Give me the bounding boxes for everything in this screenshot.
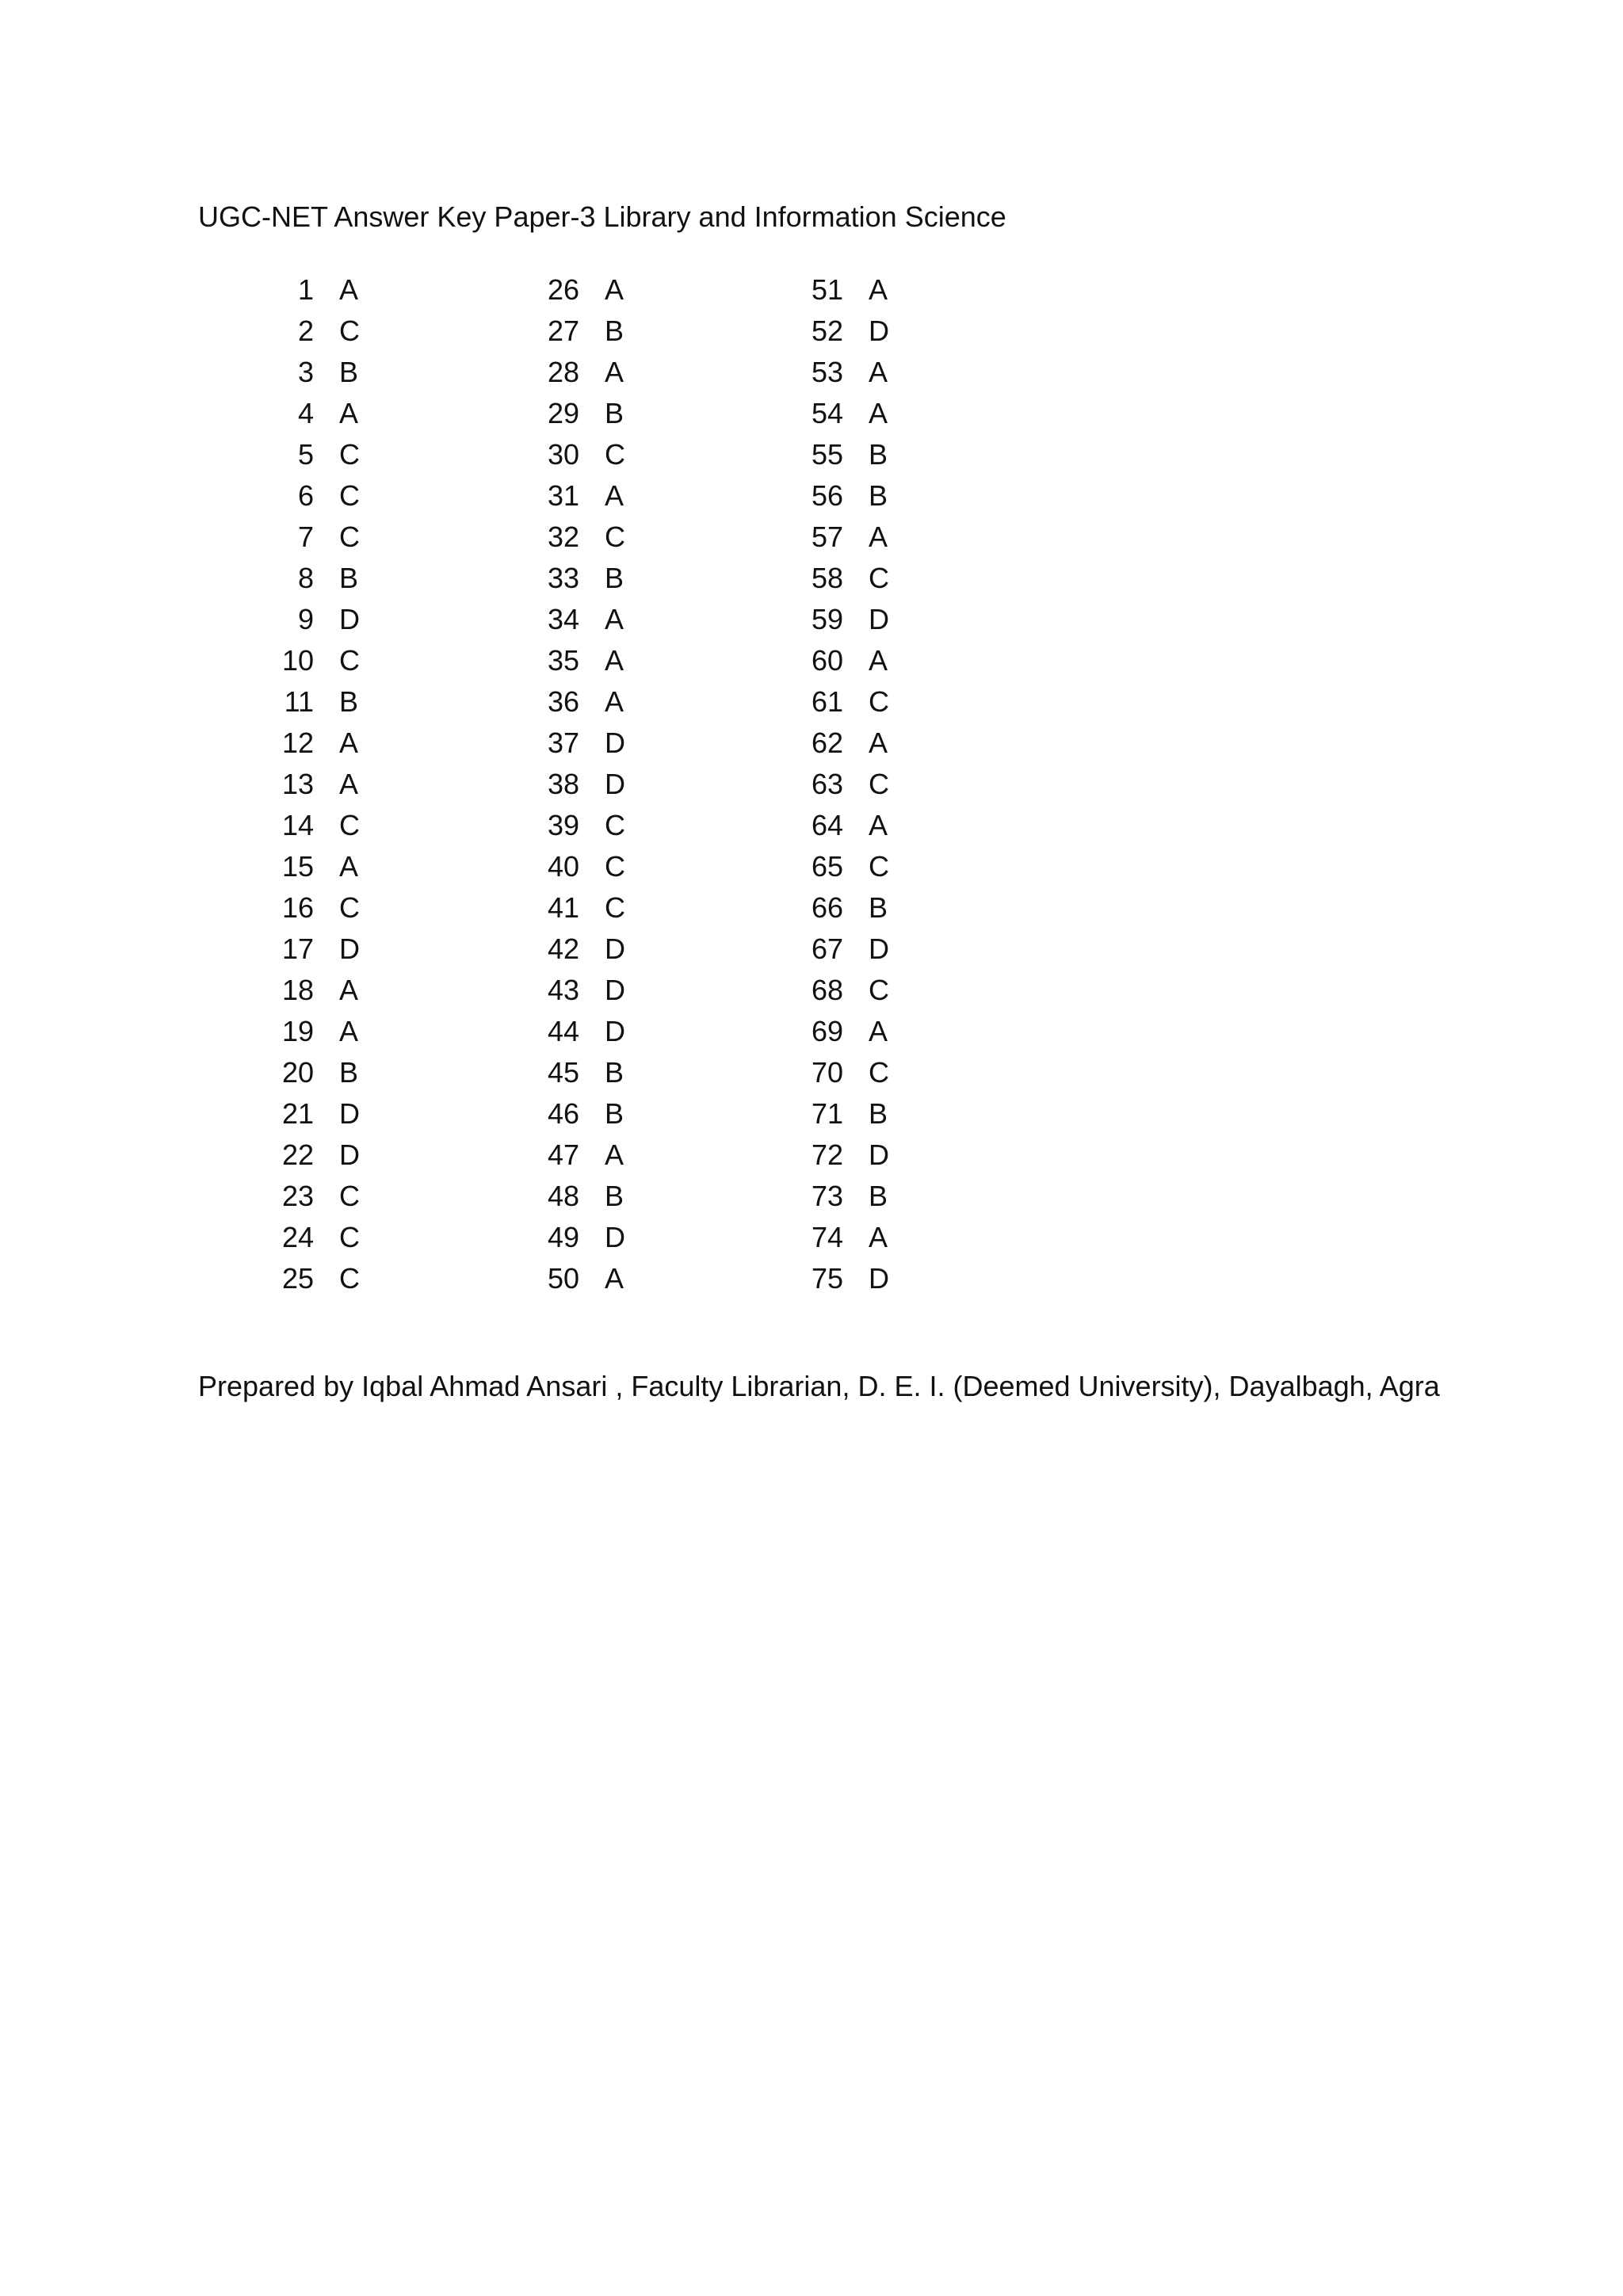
answer-option: C (869, 562, 889, 594)
answer-option: B (339, 685, 359, 718)
answer-option: D (605, 727, 625, 759)
answer-option: C (605, 850, 625, 883)
answer-option: C (339, 644, 360, 677)
answer-option: C (605, 438, 625, 471)
question-number: 51 (811, 273, 843, 306)
answer-option: A (605, 1138, 624, 1171)
question-number: 26 (547, 273, 579, 306)
answer-option: A (869, 521, 888, 553)
answer-option: D (605, 933, 625, 965)
answer-option: B (339, 1056, 359, 1089)
question-number: 62 (811, 727, 843, 759)
question-number: 66 (811, 891, 843, 924)
answer-option: A (339, 727, 359, 759)
answer-option: A (869, 397, 888, 429)
question-number: 7 (297, 521, 314, 553)
answer-option: A (339, 273, 359, 306)
answer-option: B (605, 1180, 624, 1212)
question-number: 74 (811, 1221, 843, 1253)
answer-option: A (869, 1221, 888, 1253)
question-number: 21 (281, 1097, 314, 1130)
question-number: 54 (811, 397, 843, 429)
question-number: 15 (281, 850, 314, 883)
answer-option: B (869, 479, 888, 512)
question-number: 61 (811, 685, 843, 718)
answer-option: C (869, 1056, 889, 1089)
answer-option: C (339, 1262, 360, 1295)
answer-option: A (605, 356, 624, 388)
question-number: 36 (547, 685, 579, 718)
question-number: 24 (281, 1221, 314, 1253)
answer-option: A (339, 850, 359, 883)
question-number: 67 (811, 933, 843, 965)
question-number: 32 (547, 521, 579, 553)
answer-option: C (339, 438, 360, 471)
answer-option: C (339, 521, 360, 553)
answer-option: A (605, 685, 624, 718)
answer-option: D (339, 603, 360, 635)
question-number: 64 (811, 809, 843, 841)
question-number: 22 (281, 1138, 314, 1171)
answer-option: A (605, 479, 624, 512)
question-number: 19 (281, 1015, 314, 1047)
question-number: 28 (547, 356, 579, 388)
question-number: 55 (811, 438, 843, 471)
prepared-by-footer: Prepared by Iqbal Ahmad Ansari , Faculty Librarian, D. E. I. (Deemed University), Dayalbagh, Agra (198, 1370, 1440, 1402)
question-number: 49 (547, 1221, 579, 1253)
answer-option: D (869, 933, 889, 965)
question-number: 27 (547, 315, 579, 347)
answer-option: D (339, 933, 360, 965)
question-number: 46 (547, 1097, 579, 1130)
question-number: 34 (547, 603, 579, 635)
question-number: 42 (547, 933, 579, 965)
answer-option: D (869, 1262, 889, 1295)
answer-option: A (339, 1015, 359, 1047)
question-number: 71 (811, 1097, 843, 1130)
question-number: 38 (547, 768, 579, 800)
question-number: 23 (281, 1180, 314, 1212)
answer-option: D (605, 974, 625, 1006)
answer-option: D (605, 1015, 625, 1047)
answer-option: B (869, 1097, 888, 1130)
answer-option: A (339, 974, 359, 1006)
answer-option: D (869, 603, 889, 635)
answer-option: B (869, 891, 888, 924)
question-number: 14 (281, 809, 314, 841)
question-number: 12 (281, 727, 314, 759)
question-number: 59 (811, 603, 843, 635)
question-number: 16 (281, 891, 314, 924)
answer-option: C (339, 315, 360, 347)
answer-option: C (869, 685, 889, 718)
answer-option: B (605, 315, 624, 347)
question-number: 60 (811, 644, 843, 677)
answer-option: D (869, 315, 889, 347)
answer-option: D (605, 1221, 625, 1253)
answer-option: A (869, 273, 888, 306)
answer-option: C (869, 850, 889, 883)
question-number: 40 (547, 850, 579, 883)
question-number: 35 (547, 644, 579, 677)
answer-option: B (869, 438, 888, 471)
question-number: 75 (811, 1262, 843, 1295)
question-number: 18 (281, 974, 314, 1006)
question-number: 10 (281, 644, 314, 677)
question-number: 11 (284, 685, 314, 718)
question-number: 17 (281, 933, 314, 965)
question-number: 52 (811, 315, 843, 347)
question-number: 13 (281, 768, 314, 800)
answer-option: B (605, 562, 624, 594)
question-number: 41 (547, 891, 579, 924)
answer-option: D (339, 1138, 360, 1171)
question-number: 45 (547, 1056, 579, 1089)
question-number: 6 (297, 479, 314, 512)
page-title: UGC-NET Answer Key Paper-3 Library and Information Science (198, 200, 1006, 233)
question-number: 63 (811, 768, 843, 800)
question-number: 39 (547, 809, 579, 841)
question-number: 53 (811, 356, 843, 388)
answer-option: C (869, 768, 889, 800)
question-number: 30 (547, 438, 579, 471)
answer-option: A (869, 1015, 888, 1047)
question-number: 44 (547, 1015, 579, 1047)
question-number: 58 (811, 562, 843, 594)
answer-option: C (339, 1221, 360, 1253)
answer-option: B (869, 1180, 888, 1212)
question-number: 50 (547, 1262, 579, 1295)
answer-option: B (605, 1056, 624, 1089)
answer-option: A (605, 603, 624, 635)
question-number: 31 (547, 479, 579, 512)
question-number: 5 (297, 438, 314, 471)
question-number: 48 (547, 1180, 579, 1212)
answer-option: A (339, 397, 359, 429)
question-number: 37 (547, 727, 579, 759)
question-number: 4 (297, 397, 314, 429)
question-number: 2 (297, 315, 314, 347)
answer-option: C (605, 809, 625, 841)
question-number: 33 (547, 562, 579, 594)
answer-option: B (339, 356, 359, 388)
question-number: 65 (811, 850, 843, 883)
answer-option: C (869, 974, 889, 1006)
question-number: 72 (811, 1138, 843, 1171)
answer-option: B (605, 1097, 624, 1130)
question-number: 1 (297, 273, 314, 306)
answer-option: B (339, 562, 359, 594)
answer-option: A (869, 809, 888, 841)
question-number: 3 (297, 356, 314, 388)
question-number: 25 (281, 1262, 314, 1295)
question-number: 68 (811, 974, 843, 1006)
answer-option: D (605, 768, 625, 800)
question-number: 57 (811, 521, 843, 553)
question-number: 70 (811, 1056, 843, 1089)
question-number: 20 (281, 1056, 314, 1089)
question-number: 47 (547, 1138, 579, 1171)
answer-option: A (869, 727, 888, 759)
answer-option: C (339, 479, 360, 512)
answer-option: A (605, 1262, 624, 1295)
answer-option: C (605, 521, 625, 553)
answer-option: D (339, 1097, 360, 1130)
answer-option: A (869, 356, 888, 388)
question-number: 69 (811, 1015, 843, 1047)
question-number: 29 (547, 397, 579, 429)
question-number: 9 (297, 603, 314, 635)
answer-option: C (339, 891, 360, 924)
question-number: 73 (811, 1180, 843, 1212)
answer-option: C (605, 891, 625, 924)
answer-option: A (869, 644, 888, 677)
question-number: 43 (547, 974, 579, 1006)
answer-option: B (605, 397, 624, 429)
answer-option: C (339, 809, 360, 841)
answer-option: A (339, 768, 359, 800)
answer-option: A (605, 273, 624, 306)
answer-option: D (869, 1138, 889, 1171)
answer-option: A (605, 644, 624, 677)
answer-option: C (339, 1180, 360, 1212)
question-number: 56 (811, 479, 843, 512)
question-number: 8 (297, 562, 314, 594)
